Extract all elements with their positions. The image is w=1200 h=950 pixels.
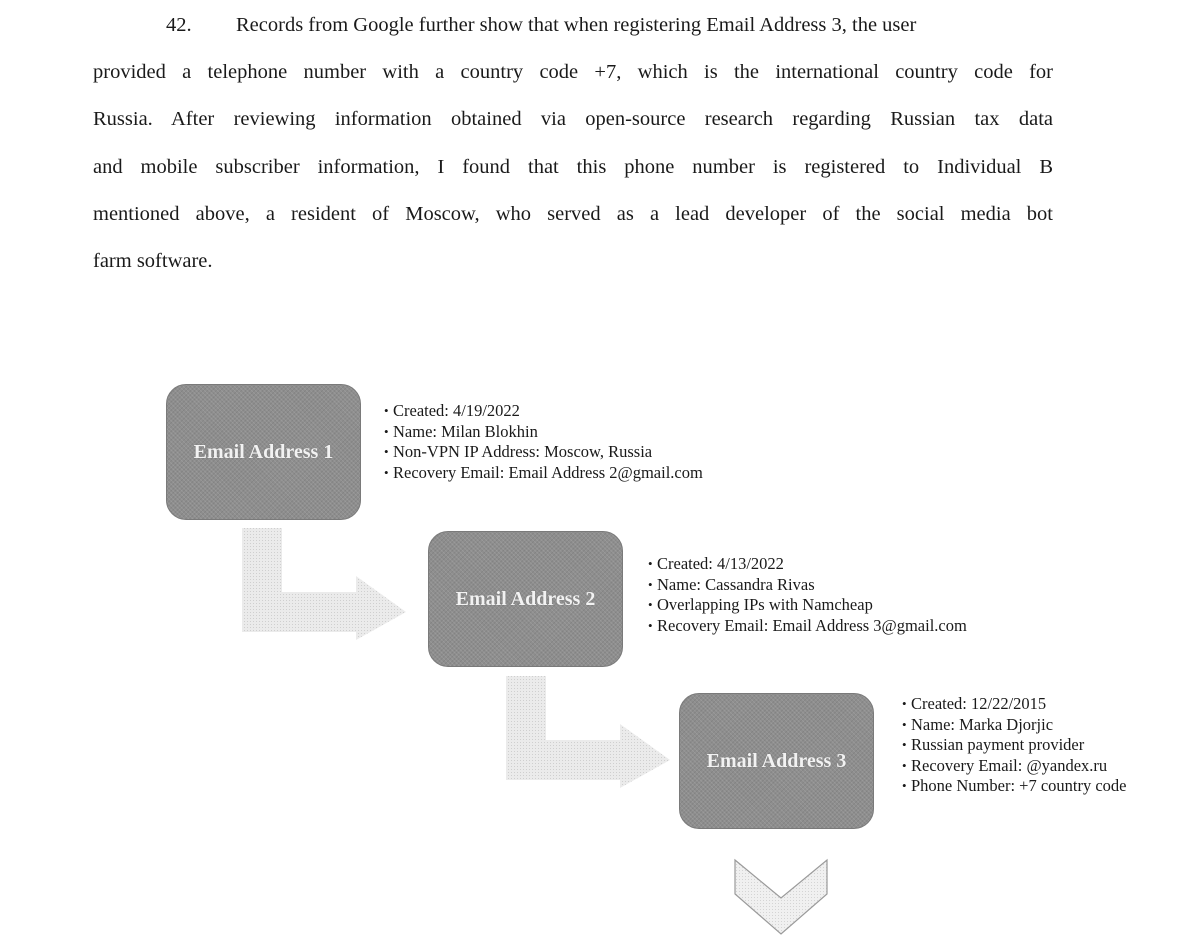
bent-arrow-2-to-3 [502, 676, 674, 788]
detail-recovery-email: • Recovery Email: Email Address 2@gmail.com [386, 463, 703, 484]
email-address-1-label: Email Address 1 [193, 440, 334, 463]
email-address-2-box [428, 531, 623, 667]
email-address-3-label: Email Address 3 [706, 749, 847, 772]
detail-overlapping-ips: • Overlapping IPs with Namcheap [650, 595, 967, 616]
detail-created: • Created: 4/13/2022 [650, 554, 967, 575]
detail-phone-number: • Phone Number: +7 country code [904, 776, 1151, 797]
paragraph-42 [93, 0, 1053, 285]
detail-name: • Name: Milan Blokhin [386, 422, 703, 443]
paragraph-line-6: farm software. [93, 250, 213, 273]
email-address-3-details [904, 694, 1164, 797]
chevron-down-icon [733, 858, 829, 936]
detail-name: • Name: Marka Djorjic [904, 715, 1164, 736]
paragraph-line-1 [93, 2, 1053, 49]
paragraph-line-5: mentioned above, a resident of Moscow, who served as a lead developer of the social media bot [93, 202, 1053, 225]
detail-created: • Created: 12/22/2015 [904, 694, 1164, 715]
paragraph-line-1-text: Records from Google further show that when registering Email Address 3, the user [236, 14, 917, 36]
paragraph-line-3: Russia. After reviewing information obtained via open-source research regarding Russian tax data [93, 108, 1053, 131]
detail-recovery-email: • Recovery Email: @yandex.ru [904, 756, 1164, 777]
detail-payment-provider: • Russian payment provider [904, 735, 1164, 756]
bent-arrow-icon [502, 676, 674, 788]
detail-name: • Name: Cassandra Rivas [650, 575, 967, 596]
paragraph-line-4: and mobile subscriber information, I found that this phone number is registered to Individual B [93, 155, 1053, 178]
email-address-2-label: Email Address 2 [455, 587, 596, 610]
detail-ip-address: • Non-VPN IP Address: Moscow, Russia [386, 442, 703, 463]
email-address-1-details [386, 401, 703, 483]
bent-arrow-1-to-2 [238, 528, 410, 640]
paragraph-line-2: provided a telephone number with a country code +7, which is the international country code for [93, 61, 1053, 84]
detail-recovery-email: • Recovery Email: Email Address 3@gmail.com [650, 616, 967, 637]
email-address-2-details [650, 554, 967, 636]
bent-arrow-icon [238, 528, 410, 640]
paragraph-number: 42. [166, 14, 192, 36]
detail-created: • Created: 4/19/2022 [386, 401, 703, 422]
email-address-3-box [679, 693, 874, 829]
email-address-1-box [166, 384, 361, 520]
